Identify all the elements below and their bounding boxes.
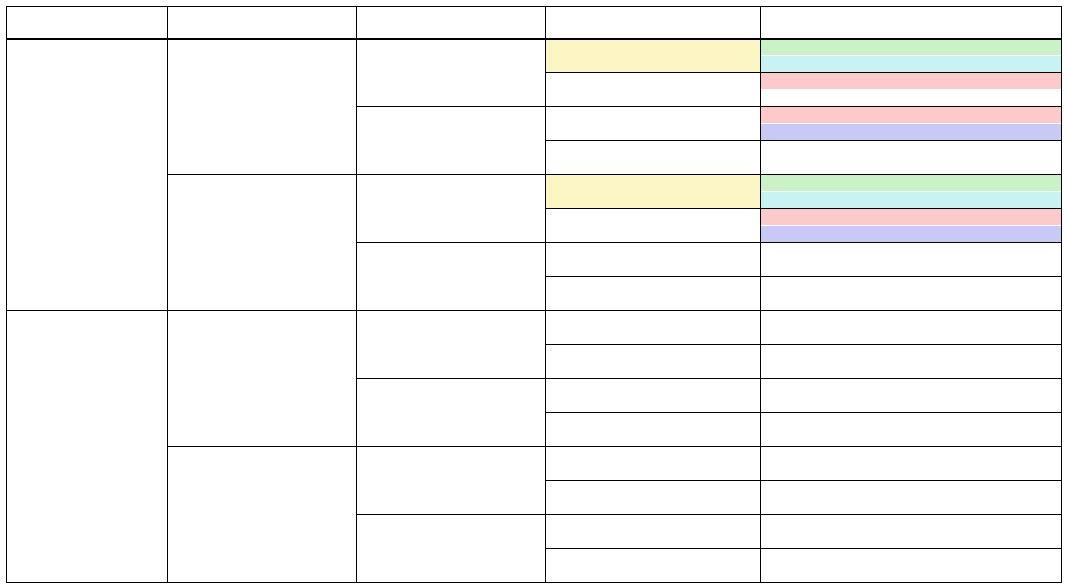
row-divider	[545, 208, 1062, 209]
row-divider	[545, 480, 1062, 481]
gg-highlight	[546, 39, 760, 72]
ggg-highlight	[761, 56, 1061, 72]
ggg-highlight	[761, 73, 1061, 89]
row-divider	[356, 106, 1062, 107]
column-divider	[545, 6, 546, 583]
gg-highlight	[546, 175, 760, 208]
row-divider	[545, 140, 1062, 141]
row-divider	[356, 242, 1062, 243]
ggg-highlight	[761, 209, 1061, 225]
ggg-highlight	[761, 192, 1061, 208]
table-border-right	[1061, 6, 1062, 583]
table-border-top	[6, 6, 1062, 7]
row-divider	[6, 310, 1062, 311]
table-border-bottom	[6, 582, 1062, 583]
row-divider	[545, 412, 1062, 413]
column-divider	[167, 6, 168, 583]
ggg-highlight	[761, 107, 1061, 123]
row-divider	[545, 548, 1062, 549]
ggg-highlight	[761, 175, 1061, 191]
ggg-highlight	[761, 226, 1061, 242]
row-divider	[356, 514, 1062, 515]
header-divider	[6, 39, 1062, 40]
row-divider	[545, 344, 1062, 345]
column-divider	[760, 6, 761, 583]
row-divider	[167, 174, 1062, 175]
table-border-left	[6, 6, 7, 583]
ggg-highlight	[761, 124, 1061, 140]
row-divider	[545, 276, 1062, 277]
ggg-highlight	[761, 39, 1061, 55]
row-divider	[545, 72, 1062, 73]
column-divider	[356, 6, 357, 583]
row-divider	[167, 446, 1062, 447]
row-divider	[356, 378, 1062, 379]
